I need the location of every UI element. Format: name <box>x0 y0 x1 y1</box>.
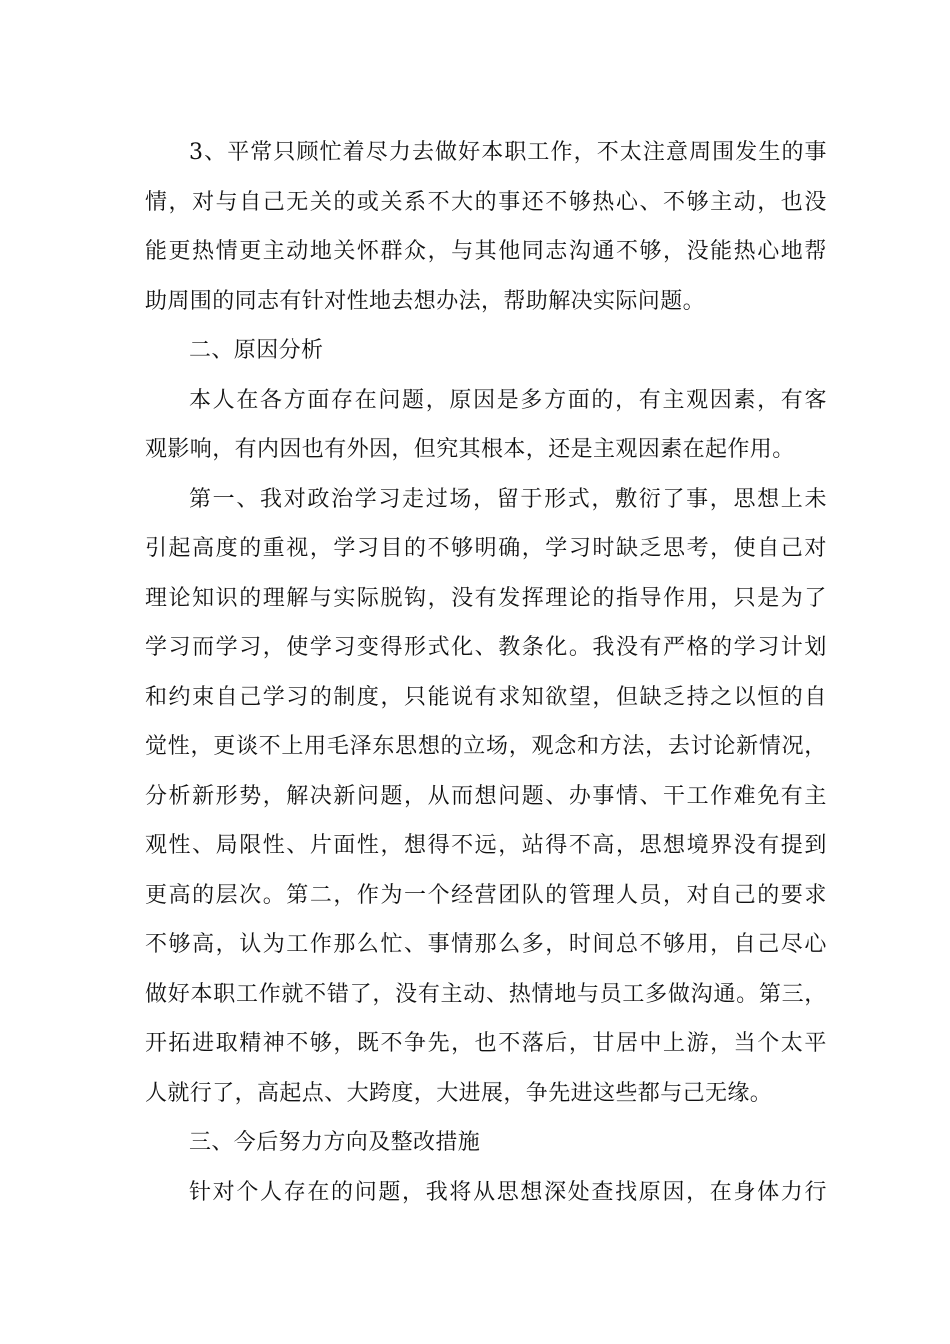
text-line: 学 习 而 学 习 ， 使 学 习 变 得 形 式 化 、 教 条 化 。 我 没 有 严 格 的 学 习 计 划 <box>145 635 827 660</box>
text-line: 做 好 本 职 工 作 就 不 错 了 ， 没 有 主 动 、 热 情 地 与 员 工 多 做 沟 通 。 第 三 ， <box>145 981 827 1007</box>
text-line: 更 高 的 层 次 。 第 二 ， 作 为 一 个 经 营 团 队 的 管 理 人 员 ， 对 自 己 的 要 求 <box>145 882 827 908</box>
text-line: 观 性 、 局 限 性 、 片 面 性 ， 想 得 不 远 ， 站 得 不 高 ， 思 想 境 界 没 有 提 到 <box>145 833 827 858</box>
text-line: 3 、 平 常 只 顾 忙 着 尽 力 去 做 好 本 职 工 作 ， 不 太 注 意 周 围 发 生 的 事 <box>189 140 827 165</box>
text-line: 针 对 个 人 存 在 的 问 题 ， 我 将 从 思 想 深 处 查 找 原 因 ， 在 身 体 力 行 <box>189 1179 827 1205</box>
text-line: 人就行了，高起点、大跨度，大进展，争先进这些都与己无缘。 <box>145 1080 773 1106</box>
text-line: 觉 性 ， 更 谈 不 上 用 毛 泽 东 思 想 的 立 场 ， 观 念 和 方 法 ， 去 讨 论 新 情 况 ， <box>145 734 827 759</box>
text-line: 能 更 热 情 更 主 动 地 关 怀 群 众 ， 与 其 他 同 志 沟 通 不 够 ， 没 能 热 心 地 帮 <box>145 239 827 264</box>
text-line: 情 ， 对 与 自 己 无 关 的 或 关 系 不 大 的 事 还 不 够 热 心 、 不 够 主 动 ， 也 没 <box>145 189 827 215</box>
text-line: 不 够 高 ， 认 为 工 作 那 么 忙 、 事 情 那 么 多 ， 时 间 总 不 够 用 ， 自 己 尽 心 <box>145 932 827 957</box>
text-line: 三、今后努力方向及整改措施 <box>189 1130 481 1155</box>
text-line: 二、原因分析 <box>189 338 324 363</box>
text-line: 开 拓 进 取 精 神 不 够 ， 既 不 争 先 ， 也 不 落 后 ， 甘 居 中 上 游 ， 当 个 太 平 <box>145 1031 827 1056</box>
document-page <box>145 128 827 1217</box>
text-line: 和 约 束 自 己 学 习 的 制 度 ， 只 能 说 有 求 知 欲 望 ， 但 缺 乏 持 之 以 恒 的 自 <box>145 684 827 710</box>
text-line: 引 起 高 度 的 重 视 ， 学 习 目 的 不 够 明 确 ， 学 习 时 缺 乏 思 考 ， 使 自 己 对 <box>145 536 827 561</box>
text-line: 本 人 在 各 方 面 存 在 问 题 ， 原 因 是 多 方 面 的 ， 有 主 观 因 素 ， 有 客 <box>189 387 827 413</box>
text-line: 分 析 新 形 势 ， 解 决 新 问 题 ， 从 而 想 问 题 、 办 事 情 、 干 工 作 难 免 有 主 <box>145 783 827 809</box>
text-line: 第 一 、 我 对 政 治 学 习 走 过 场 ， 留 于 形 式 ， 敷 衍 了 事 ， 思 想 上 未 <box>189 486 827 512</box>
text-line: 观影响，有内因也有外因，但究其根本，还是主观因素在起作用。 <box>145 437 795 462</box>
text-line: 助周围的同志有针对性地去想办法，帮助解决实际问题。 <box>145 288 706 314</box>
text-line: 理 论 知 识 的 理 解 与 实 际 脱 钩 ， 没 有 发 挥 理 论 的 指 导 作 用 ， 只 是 为 了 <box>145 585 827 611</box>
